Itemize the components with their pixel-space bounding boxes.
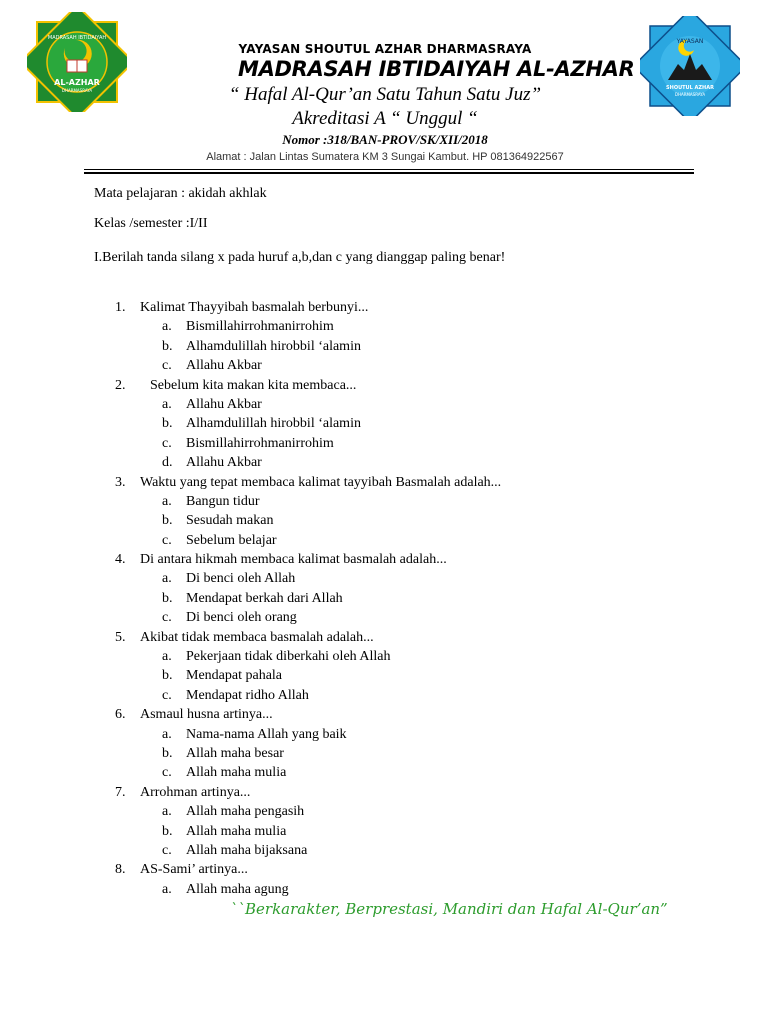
question-item (0, 860, 768, 899)
option-letter: c. (162, 532, 172, 548)
class-field: Kelas /semester :I/II (94, 216, 208, 231)
option-text: Di benci oleh orang (186, 610, 297, 626)
answer-option (0, 841, 768, 860)
answer-option (0, 647, 768, 666)
answer-option (0, 763, 768, 782)
option-text: Allah maha mulia (186, 823, 287, 839)
answer-option (0, 453, 768, 472)
option-text: Sesudah makan (186, 513, 274, 529)
question-item (0, 550, 768, 628)
foundation-name: YAYASAN SHOUTUL AZHAR DHARMASRAYA (238, 42, 532, 56)
question-item (0, 376, 768, 473)
answer-option (0, 531, 768, 550)
answer-option (0, 511, 768, 530)
school-name: MADRASAH IBTIDAIYAH AL-AZHAR (238, 57, 635, 81)
answer-option (0, 802, 768, 821)
question-text: Sebelum kita makan kita membaca... (150, 377, 357, 393)
question-number: 4. (115, 552, 126, 568)
answer-option (0, 434, 768, 453)
yayasan-logo (640, 16, 740, 116)
question-number: 5. (115, 629, 126, 645)
madrasah-logo (27, 12, 127, 112)
answer-option (0, 880, 768, 899)
option-text: Alhamdulillah hirobbil ‘alamin (186, 338, 361, 354)
instruction-text: I.Berilah tanda silang x pada huruf a,b,dan c yang dianggap paling benar! (94, 250, 506, 265)
question-text: Kalimat Thayyibah basmalah berbunyi... (140, 300, 369, 315)
question-text: Waktu yang tepat membaca kalimat tayyibah Basmalah adalah... (140, 474, 502, 490)
option-text: Allahu Akbar (186, 455, 262, 471)
answer-option (0, 608, 768, 627)
question-number: 6. (115, 707, 126, 723)
answer-option (0, 725, 768, 744)
answer-option (0, 356, 768, 375)
option-letter: b. (162, 823, 173, 839)
option-letter: a. (162, 804, 172, 820)
question-item (0, 298, 768, 376)
answer-option (0, 395, 768, 414)
question-text: Arrohman artinya... (140, 784, 251, 800)
option-letter: b. (162, 513, 173, 529)
option-letter: a. (162, 396, 172, 412)
option-text: Allah maha mulia (186, 765, 287, 781)
school-address: Alamat : Jalan Lintas Sumatera KM 3 Sungai Kambut. HP 081364922567 (206, 151, 564, 163)
question-text: Akibat tidak membaca basmalah adalah... (140, 629, 374, 645)
option-text: Allah maha besar (186, 745, 284, 761)
answer-option (0, 744, 768, 763)
option-text: Nama-nama Allah yang baik (186, 726, 347, 742)
answer-option (0, 666, 768, 685)
option-letter: c. (162, 765, 172, 781)
answer-option (0, 317, 768, 336)
option-text: Allah maha pengasih (186, 804, 305, 820)
logo-left-top-text: MADRASAH IBTIDAIYAH (47, 35, 107, 41)
option-text: Allah maha bijaksana (186, 842, 308, 858)
question-text: Di antara hikmah membaca kalimat basmalah adalah... (140, 552, 447, 568)
option-letter: c. (162, 610, 172, 626)
option-letter: a. (162, 649, 172, 665)
option-letter: c. (162, 842, 172, 858)
answer-option (0, 492, 768, 511)
header-divider-thick (84, 172, 694, 174)
question-text: Asmaul husna artinya... (140, 707, 273, 723)
question-number: 2. (115, 377, 126, 393)
option-text: Pekerjaan tidak diberkahi oleh Allah (186, 649, 391, 665)
question-item (0, 628, 768, 706)
logo-right-sub-text: DHARMASRAYA (674, 92, 706, 97)
answer-option (0, 569, 768, 588)
option-letter: a. (162, 319, 172, 335)
option-letter: c. (162, 687, 172, 703)
question-number: 8. (115, 862, 126, 878)
option-letter: a. (162, 881, 172, 897)
accreditation: Akreditasi A “ Unggul “ (292, 108, 478, 129)
answer-option (0, 589, 768, 608)
option-text: Bismillahirrohmanirrohim (186, 319, 334, 335)
question-number: 1. (115, 300, 126, 315)
logo-right-bottom-text: SHOUTUL AZHAR (666, 85, 714, 91)
option-letter: c. (162, 435, 172, 451)
footer-slogan: ``Berkarakter, Berprestasi, Mandiri dan Hafal Al-Qur’an” (230, 900, 668, 918)
answer-option (0, 822, 768, 841)
logo-left-sub-text: DHARMASRAYA (61, 88, 93, 93)
option-letter: b. (162, 745, 173, 761)
question-number: 7. (115, 784, 126, 800)
option-text: Di benci oleh Allah (186, 571, 296, 587)
option-text: Allahu Akbar (186, 396, 262, 412)
option-text: Allah maha agung (186, 881, 289, 897)
option-letter: a. (162, 726, 172, 742)
question-item (0, 705, 768, 783)
question-list (0, 298, 768, 899)
option-text: Bangun tidur (186, 493, 260, 509)
option-text: Sebelum belajar (186, 532, 277, 548)
question-item (0, 473, 768, 551)
accreditation-number: Nomor :318/BAN-PROV/SK/XII/2018 (282, 132, 488, 147)
question-number: 3. (115, 474, 126, 490)
option-letter: a. (162, 493, 172, 509)
answer-option (0, 414, 768, 433)
option-letter: b. (162, 590, 173, 606)
option-letter: a. (162, 571, 172, 587)
option-text: Mendapat pahala (186, 668, 283, 684)
option-text: Alhamdulillah hirobbil ‘alamin (186, 416, 361, 432)
option-letter: b. (162, 668, 173, 684)
answer-option (0, 686, 768, 705)
question-text: AS-Sami’ artinya... (140, 862, 248, 878)
answer-option (0, 337, 768, 356)
option-text: Mendapat berkah dari Allah (186, 590, 343, 606)
subject-field: Mata pelajaran : akidah akhlak (94, 186, 267, 201)
option-letter: b. (162, 338, 173, 354)
header-divider-thin (84, 169, 694, 170)
option-text: Bismillahirrohmanirrohim (186, 435, 334, 451)
option-letter: b. (162, 416, 173, 432)
logo-right-top-text: YAYASAN (676, 38, 704, 45)
option-text: Mendapat ridho Allah (186, 687, 309, 703)
question-item (0, 783, 768, 861)
option-letter: d. (162, 455, 173, 471)
option-text: Allahu Akbar (186, 358, 262, 374)
option-letter: c. (162, 358, 172, 374)
school-motto: “ Hafal Al-Qur’an Satu Tahun Satu Juz” (228, 84, 542, 105)
logo-left-bottom-text: AL-AZHAR (54, 78, 100, 87)
